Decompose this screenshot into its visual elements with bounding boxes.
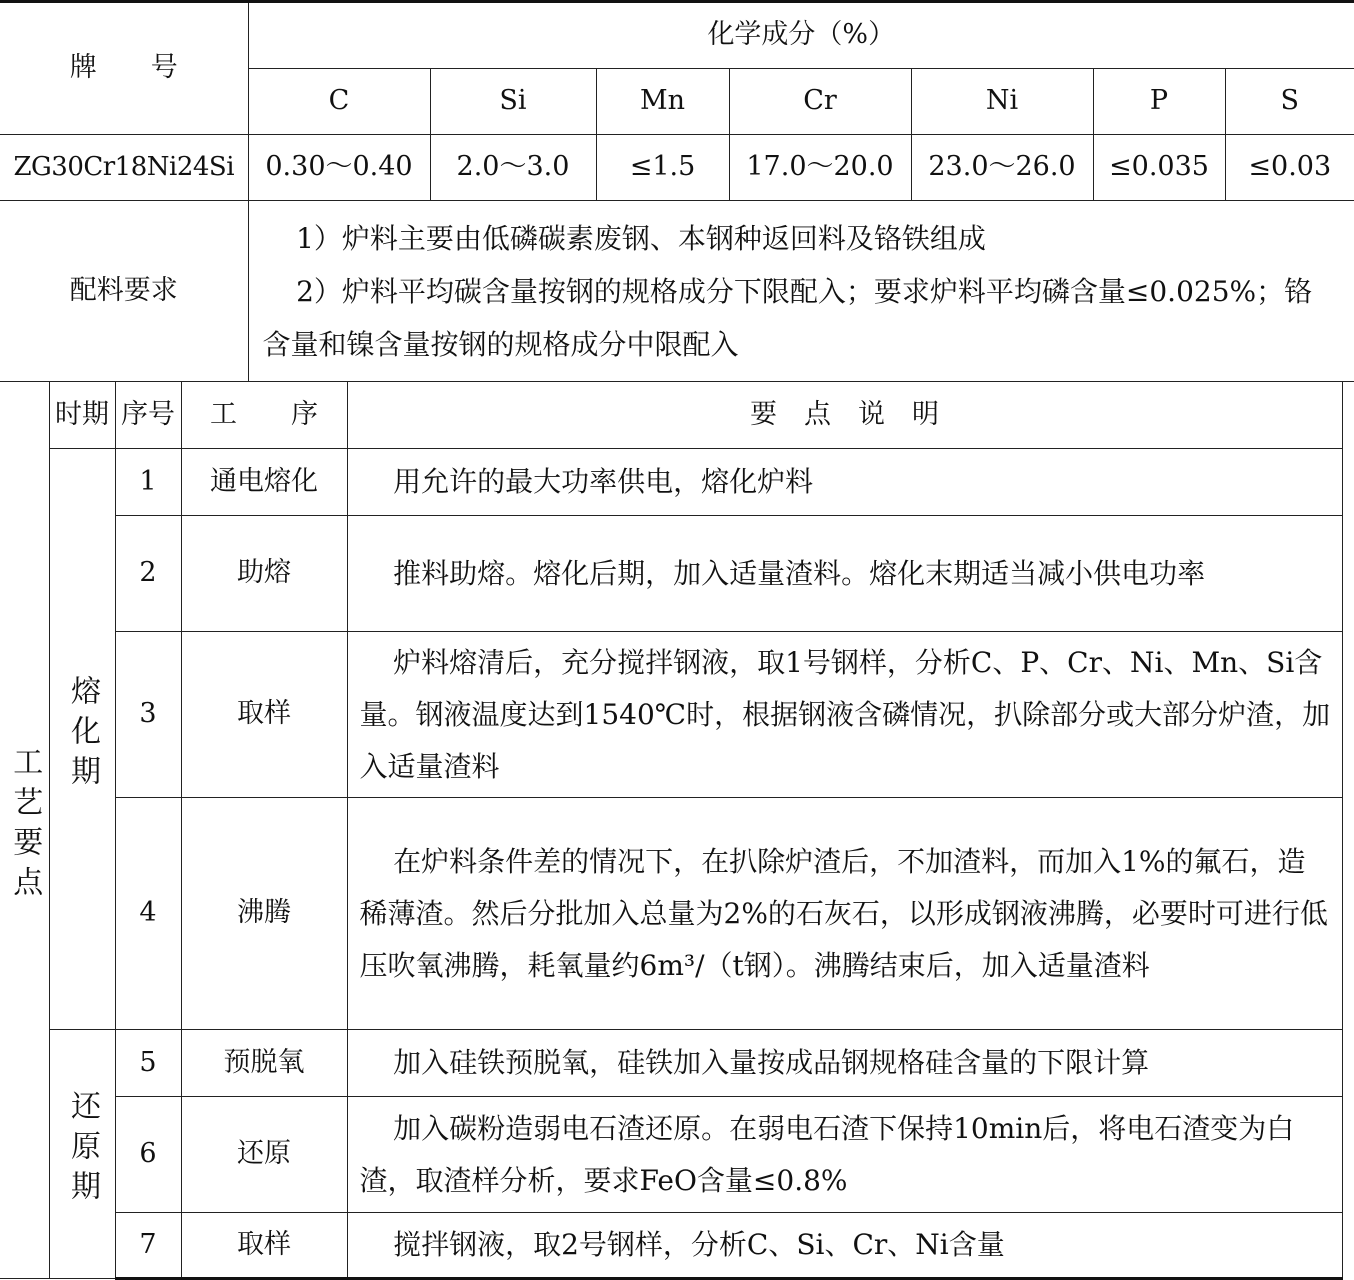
process-table bbox=[0, 381, 1343, 1280]
charge-line: 2）炉料平均碳含量按钢的规格成分下限配入；要求炉料平均磷含量≤0.025%；铬含量和镍含量按钢的规格成分中限配入 bbox=[262, 274, 1313, 361]
row-notes: 用允许的最大功率供电，熔化炉料 bbox=[347, 449, 1342, 516]
row-notes: 加入碳粉造弱电石渣还原。在弱电石渣下保持10min后，将电石渣变为白渣，取渣样分析，要求FeO含量≤0.8% bbox=[347, 1097, 1342, 1213]
element-header: C bbox=[248, 69, 430, 135]
row-notes: 搅拌钢液，取2号钢样，分析C、Si、Cr、Ni含量 bbox=[347, 1213, 1342, 1279]
element-header: Mn bbox=[596, 69, 729, 135]
row-seq: 6 bbox=[115, 1097, 181, 1213]
element-header: Cr bbox=[729, 69, 911, 135]
composition-value: 0.30～0.40 bbox=[248, 135, 430, 201]
composition-value: 2.0～3.0 bbox=[430, 135, 596, 201]
row-step: 助熔 bbox=[181, 516, 347, 632]
row-notes: 加入硅铁预脱氧，硅铁加入量按成品钢规格硅含量的下限计算 bbox=[347, 1030, 1342, 1097]
row-step: 取样 bbox=[181, 1213, 347, 1279]
row-notes: 推料助熔。熔化后期，加入适量渣料。熔化末期适当减小供电功率 bbox=[347, 516, 1342, 632]
process-section-label: 工艺要点 bbox=[0, 382, 49, 1279]
row-seq: 3 bbox=[115, 632, 181, 798]
notes-header: 要 点 说 明 bbox=[347, 382, 1342, 449]
composition-value: 23.0～26.0 bbox=[911, 135, 1093, 201]
charge-requirements bbox=[248, 201, 1354, 382]
period-melting: 熔化期 bbox=[49, 449, 115, 1030]
seq-header: 序号 bbox=[115, 382, 181, 449]
charge-label: 配料要求 bbox=[0, 201, 248, 382]
element-header: Si bbox=[430, 69, 596, 135]
composition-value: ≤0.035 bbox=[1093, 135, 1225, 201]
row-seq: 5 bbox=[115, 1030, 181, 1097]
row-step: 预脱氧 bbox=[181, 1030, 347, 1097]
row-step: 沸腾 bbox=[181, 798, 347, 1030]
row-step: 取样 bbox=[181, 632, 347, 798]
row-seq: 2 bbox=[115, 516, 181, 632]
composition-value: 17.0～20.0 bbox=[729, 135, 911, 201]
row-seq: 4 bbox=[115, 798, 181, 1030]
period-header: 时期 bbox=[49, 382, 115, 449]
row-step: 通电熔化 bbox=[181, 449, 347, 516]
element-header: P bbox=[1093, 69, 1225, 135]
grade-value: ZG30Cr18Ni24Si bbox=[0, 135, 248, 201]
grade-header: 牌 号 bbox=[0, 2, 248, 135]
row-step: 还原 bbox=[181, 1097, 347, 1213]
composition-table bbox=[0, 0, 1354, 382]
step-header: 工 序 bbox=[181, 382, 347, 449]
charge-line: 1）炉料主要由低磷碳素废钢、本钢种返回料及铬铁组成 bbox=[296, 221, 986, 255]
composition-group-header: 化学成分（%） bbox=[248, 2, 1354, 69]
row-seq: 1 bbox=[115, 449, 181, 516]
composition-value: ≤1.5 bbox=[596, 135, 729, 201]
row-notes: 炉料熔清后，充分搅拌钢液，取1号钢样，分析C、P、Cr、Ni、Mn、Si含量。钢液温度达到1540℃时，根据钢液含磷情况，扒除部分或大部分炉渣，加入适量渣料 bbox=[347, 632, 1342, 798]
period-reduction: 还原期 bbox=[49, 1030, 115, 1279]
element-header: S bbox=[1225, 69, 1354, 135]
row-seq: 7 bbox=[115, 1213, 181, 1279]
row-notes: 在炉料条件差的情况下，在扒除炉渣后，不加渣料，而加入1%的氟石，造稀薄渣。然后分批加入总量为2%的石灰石，以形成钢液沸腾，必要时可进行低压吹氧沸腾，耗氧量约6m³/（t钢）。沸腾结束后，加入适量渣料 bbox=[347, 798, 1342, 1030]
composition-value: ≤0.03 bbox=[1225, 135, 1354, 201]
element-header: Ni bbox=[911, 69, 1093, 135]
